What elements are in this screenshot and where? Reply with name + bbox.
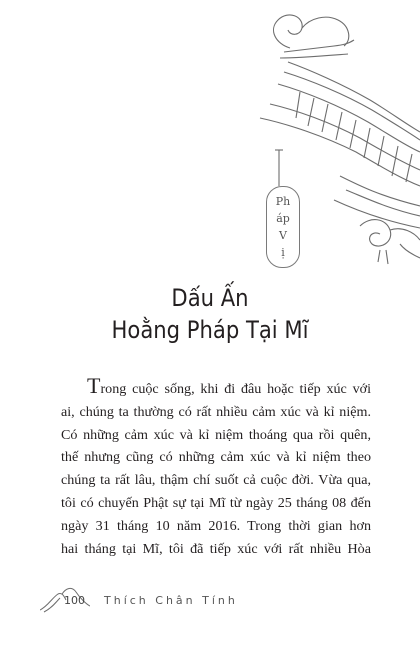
temple-roof-ornament <box>230 0 420 280</box>
body-line-5: chúng ta rất lâu, thậm chí suốt cả cuộc đời. Vừa qua, <box>61 472 371 489</box>
page-footer <box>40 584 280 614</box>
body-line-2: ai, chúng ta thường có rất nhiều cảm xúc và kỉ niệm. <box>61 403 371 420</box>
body-text <box>61 373 371 560</box>
body-line-6: tôi có chuyến Phật sự tại Mĩ từ ngày 25 tháng 08 đến <box>61 494 371 511</box>
seal-glyph-3: V <box>279 229 287 242</box>
drop-cap: T <box>87 373 101 398</box>
seal-glyph-4: ị <box>281 246 285 259</box>
body-line-8: hai tháng tại Mĩ, tôi đã tiếp xúc với rất nhiều Hòa <box>61 540 371 557</box>
chapter-title-line-2: Hoằng Pháp Tại Mĩ <box>111 316 309 344</box>
phap-vi-seal <box>266 186 300 268</box>
seal-glyph-1: Ph <box>275 195 291 208</box>
body-line-3: Có những cảm xúc và kỉ niệm thoáng qua rồi quên, <box>61 426 371 443</box>
body-line-1-text: rong cuộc sống, khi đi đâu hoặc tiếp xúc với <box>100 381 371 397</box>
page-number: 100 <box>64 594 85 607</box>
body-line-4: thế nhưng cũng có những cảm xúc và kỉ niệm theo <box>61 449 371 466</box>
body-line-7: ngày 31 tháng 10 năm 2016. Trong thời gian hơn <box>61 517 371 534</box>
author-name: Thích Chân Tính <box>104 594 238 607</box>
body-line-1 <box>61 373 371 401</box>
chapter-title <box>25 282 395 346</box>
seal-glyph-2: áp <box>276 212 290 225</box>
chapter-title-line-1: Dấu Ấn <box>171 284 249 312</box>
